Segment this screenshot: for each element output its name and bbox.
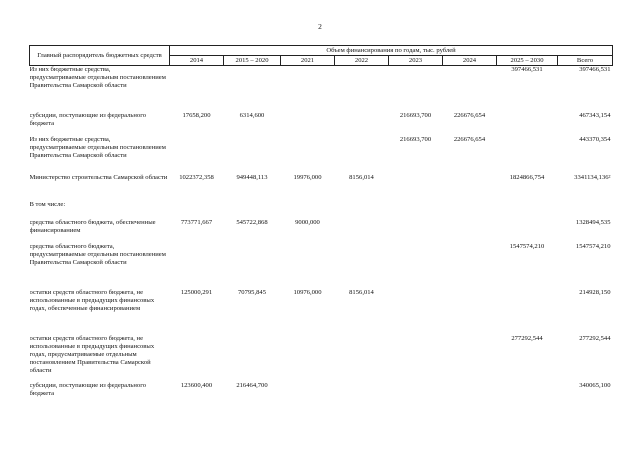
cell-2024 — [443, 289, 497, 335]
table-row — [30, 219, 613, 243]
cell-2015-2020: 216464,700 — [236, 382, 268, 389]
table-row — [30, 243, 613, 289]
cell-2015-2020: 545722,868 — [236, 219, 268, 226]
cell-2023 — [389, 382, 443, 402]
header-col-2024: 2024 — [443, 56, 497, 66]
cell-2022: 8156,014 — [349, 174, 374, 181]
table-row — [30, 289, 613, 335]
cell-2023 — [389, 243, 443, 289]
cell-2014: 1022372,358 — [179, 174, 214, 181]
cell-2015-2020: 6314,600 — [239, 112, 265, 119]
header-col-total: Всего — [558, 56, 613, 66]
cell-2023 — [389, 201, 443, 219]
cell-2021 — [281, 66, 335, 113]
header-col-2015-2020: 2015 – 2020 — [224, 56, 281, 66]
table-body — [30, 66, 613, 403]
cell-total: 467343,154 — [579, 112, 611, 119]
cell-total: 1328494,535 — [575, 219, 611, 226]
cell-total: 1547574,210 — [575, 243, 611, 250]
header-col-2014: 2014 — [170, 56, 224, 66]
header-col-2025-2030: 2025 – 2030 — [497, 56, 558, 66]
cell-total: 443370,354 — [579, 136, 611, 143]
cell-2024 — [443, 201, 497, 219]
cell-2015-2020: 70795,845 — [237, 289, 267, 296]
cell-2015-2020 — [224, 335, 281, 382]
cell-2024 — [443, 66, 497, 113]
cell-total: 3341134,136² — [574, 174, 611, 181]
cell-2025-2030: 397466,531 — [511, 66, 543, 73]
cell-2024 — [443, 219, 497, 243]
cell-2025-2030 — [497, 382, 558, 402]
cell-2021: 10976,000 — [293, 289, 322, 296]
cell-2022 — [335, 136, 389, 174]
cell-2024 — [443, 335, 497, 382]
cell-2025-2030: 1824866,754 — [509, 174, 545, 181]
cell-2022 — [335, 112, 389, 136]
cell-2022 — [335, 382, 389, 402]
cell-2025-2030 — [497, 219, 558, 243]
cell-2025-2030 — [497, 136, 558, 174]
cell-2014: 125000,291 — [180, 289, 213, 296]
cell-2014: 123600,400 — [180, 382, 213, 389]
cell-2014: 17658,200 — [182, 112, 211, 119]
cell-total: 214928,150 — [579, 289, 611, 296]
row-label: субсидии, поступающие из федерального бюджета — [29, 382, 147, 397]
cell-2021 — [281, 382, 335, 402]
cell-2021 — [281, 201, 335, 219]
cell-2023 — [389, 335, 443, 382]
header-col-2021: 2021 — [281, 56, 335, 66]
cell-2014 — [170, 201, 224, 219]
table-header — [30, 46, 613, 66]
cell-2024 — [443, 382, 497, 402]
cell-2022 — [335, 335, 389, 382]
cell-2021: 9000,000 — [295, 219, 320, 226]
financing-table — [29, 45, 613, 402]
cell-2023: 216693,700 — [399, 136, 432, 143]
cell-2022 — [335, 201, 389, 219]
row-label: средства областного бюджета, предусматриваемые отдельным постановлением Правительства Самарской области — [29, 243, 166, 266]
table-row — [30, 66, 613, 113]
cell-2014: 773771,667 — [180, 219, 213, 226]
page-number: 2 — [318, 22, 322, 31]
header-group-label: Объем финансирования по годам, тыс. рублей — [170, 46, 613, 56]
cell-2024 — [443, 174, 497, 201]
cell-2015-2020 — [224, 201, 281, 219]
cell-2025-2030: 1547574,210 — [509, 243, 545, 250]
cell-2021 — [281, 243, 335, 289]
cell-2021 — [281, 136, 335, 174]
cell-2025-2030 — [497, 201, 558, 219]
cell-2023 — [389, 66, 443, 113]
cell-total: 397466,531 — [579, 66, 611, 73]
cell-2022 — [335, 66, 389, 113]
table-row — [30, 136, 613, 174]
cell-2015-2020 — [224, 243, 281, 289]
row-label: Из них бюджетные средства, предусматриваемые отдельным постановлением Правительства Самарской области — [29, 136, 166, 159]
header-col-2023: 2023 — [389, 56, 443, 66]
cell-2022 — [335, 219, 389, 243]
row-label: В том числе: — [29, 201, 66, 208]
cell-2014 — [170, 66, 224, 113]
cell-total: 277292,544 — [579, 335, 611, 342]
cell-total — [558, 201, 613, 219]
cell-2025-2030 — [497, 289, 558, 335]
cell-2015-2020 — [224, 66, 281, 113]
cell-2023 — [389, 219, 443, 243]
row-label: остатки средств областного бюджета, не использованные в предыдущих финансовых годах, обеспеченные финансированием — [29, 289, 155, 312]
cell-2024 — [443, 243, 497, 289]
cell-2023 — [389, 289, 443, 335]
cell-2024: 226676,654 — [453, 136, 486, 143]
table-row — [30, 335, 613, 382]
row-label: Из них бюджетные средства, предусматриваемые отдельным постановлением Правительства Самарской области — [29, 66, 166, 89]
cell-2021: 19976,000 — [293, 174, 322, 181]
cell-2021 — [281, 112, 335, 136]
cell-2015-2020 — [224, 136, 281, 174]
cell-2014 — [170, 243, 224, 289]
cell-2022 — [335, 243, 389, 289]
cell-2023 — [389, 174, 443, 201]
cell-2023: 216693,700 — [399, 112, 432, 119]
cell-2015-2020: 949448,113 — [236, 174, 268, 181]
cell-2022: 8156,014 — [349, 289, 374, 296]
header-col-2022: 2022 — [335, 56, 389, 66]
table-row — [30, 174, 613, 201]
cell-2024: 226676,654 — [453, 112, 486, 119]
row-label: средства областного бюджета, обеспеченные финансированием — [29, 219, 156, 234]
row-label: Министерство строительства Самарской области — [29, 174, 168, 181]
row-label: субсидии, поступающие из федерального бюджета — [29, 112, 147, 127]
cell-2014 — [170, 335, 224, 382]
table-row — [30, 382, 613, 402]
header-row-label: Главный распорядитель бюджетных средств — [30, 46, 170, 66]
cell-2025-2030 — [497, 112, 558, 136]
table-row — [30, 112, 613, 136]
cell-2014 — [170, 136, 224, 174]
cell-2025-2030: 277292,544 — [511, 335, 543, 342]
row-label: остатки средств областного бюджета, не использованные в предыдущих финансовых годах, предусматриваемые отдельным постановлением Правительства Самарской области — [29, 335, 155, 374]
table-row — [30, 201, 613, 219]
cell-total: 340065,100 — [579, 382, 611, 389]
cell-2021 — [281, 335, 335, 382]
